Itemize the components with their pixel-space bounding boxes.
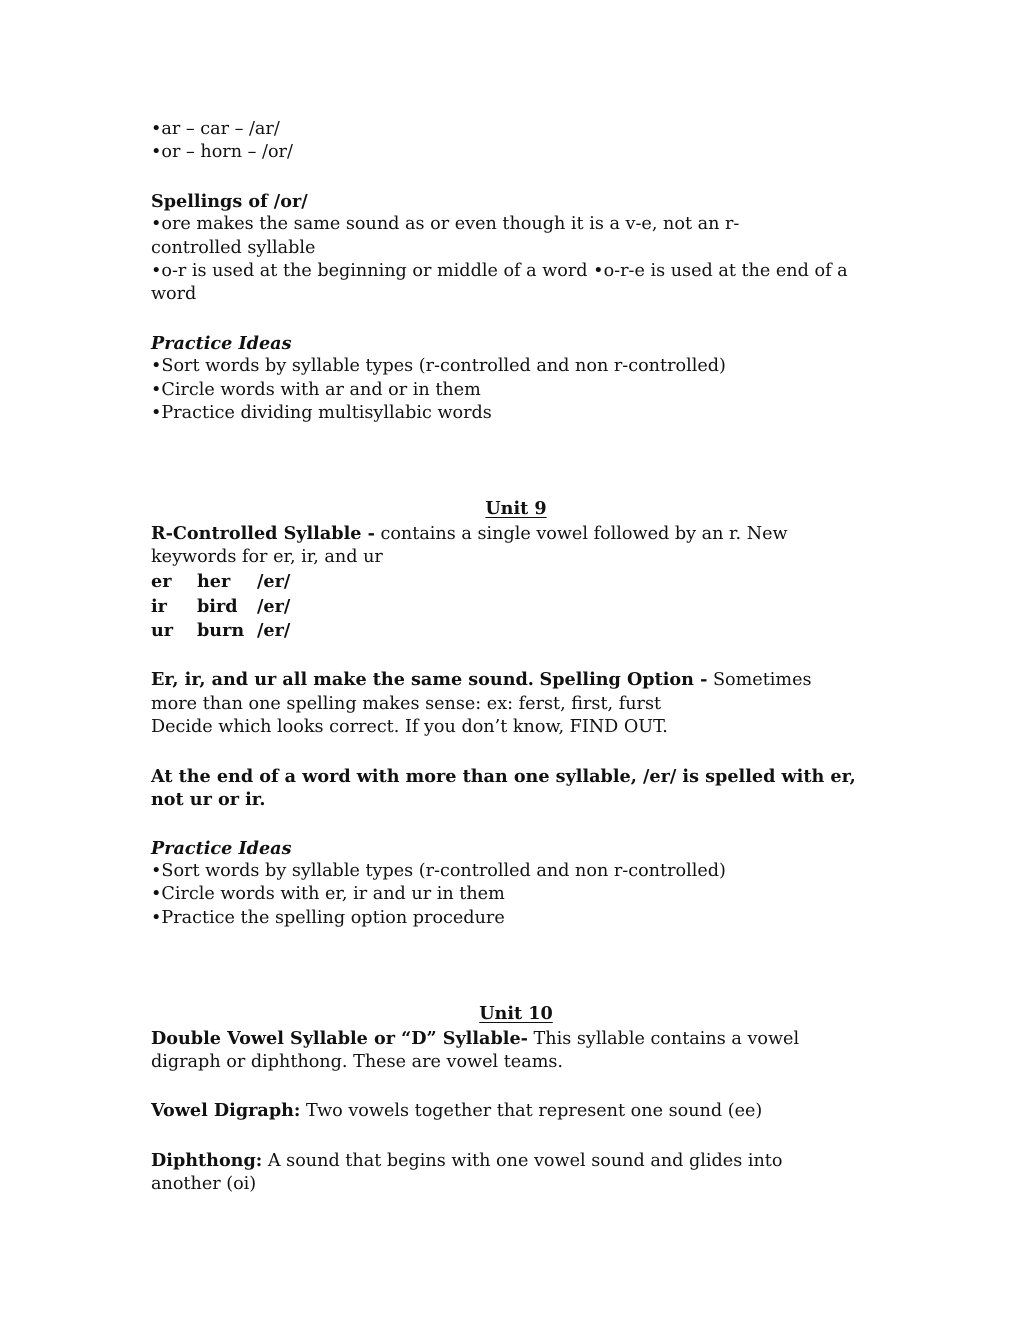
bullet-icon: • (151, 907, 162, 928)
vowel-digraph-paragraph: Vowel Digraph: Two vowels together that represent one sound (ee) (151, 1100, 763, 1122)
table-row: er her /er/ (151, 571, 291, 593)
decide-text: Decide which looks correct. If you don’t know, FIND OUT. (151, 717, 668, 738)
bullet-icon: • (151, 356, 162, 377)
definition-term: Double Vowel Syllable or “D” Syllable- (151, 1027, 528, 1049)
bullet-icon: • (151, 379, 162, 400)
spelling-option-paragraph: Er, ir, and ur all make the same sound. Spelling Option - Sometimes more than one spelling makes sense: ex: ferst, first, furst (151, 669, 812, 714)
spellings-section (151, 190, 881, 307)
list-item: •Sort words by syllable types (r-controlled and non r-controlled) (151, 356, 726, 377)
unit-heading: Unit 10 (479, 1003, 553, 1025)
list-item: •Practice dividing multisyllabic words (151, 403, 492, 424)
bullet-icon: • (151, 119, 162, 139)
definition-term: Vowel Digraph: (151, 1100, 301, 1122)
section-heading: Practice Ideas (151, 837, 292, 859)
definition-term: R-Controlled Syllable - (151, 522, 375, 544)
bullet-icon: • (151, 142, 162, 163)
table-row: ur burn /er/ (151, 620, 291, 642)
definition-term: Diphthong: (151, 1149, 263, 1171)
section-heading: Spellings of /or/ (151, 190, 308, 212)
keyword-table (151, 570, 290, 644)
list-item: •Sort words by syllable types (r-controlled and non r-controlled) (151, 860, 726, 881)
bullet-icon: • (151, 214, 162, 235)
bullet-icon: • (151, 860, 162, 881)
practice-ideas-section (151, 837, 881, 931)
spelling-rule: At the end of a word with more than one syllable, /er/ is spelled with er, not ur or ir. (151, 765, 856, 811)
list-item: •Circle words with ar and or in them (151, 379, 481, 400)
practice-ideas-section (151, 332, 881, 426)
definition-paragraph: Double Vowel Syllable or “D” Syllable- This syllable contains a vowel digraph or diphthong. These are vowel teams. (151, 1027, 800, 1072)
list-item: •ar – car – /ar/ (151, 119, 280, 139)
list-item: •or – horn – /or/ (151, 142, 293, 163)
unit-heading: Unit 9 (485, 498, 547, 520)
section-heading: Practice Ideas (151, 332, 292, 354)
table-row: ir bird /er/ (151, 595, 291, 617)
unit-9-section (151, 497, 881, 811)
definition-paragraph: R-Controlled Syllable - contains a single vowel followed by an r. New keywords for er, ir, and ur (151, 522, 788, 568)
document-page (151, 118, 881, 1197)
list-item: •o-r is used at the beginning or middle of a word •o-r-e is used at the end of a word (151, 261, 848, 305)
bullet-icon: • (593, 261, 604, 282)
ar-or-list (151, 118, 881, 165)
list-item: •Practice the spelling option procedure (151, 907, 505, 928)
list-item: •ore makes the same sound as or even though it is a v-e, not an r-controlled syllable (151, 214, 740, 258)
definition-term: Spelling Option - (539, 669, 708, 691)
bullet-icon: • (151, 261, 162, 282)
diphthong-paragraph: Diphthong: A sound that begins with one vowel sound and glides into another (oi) (151, 1149, 783, 1195)
unit-10-section (151, 1002, 881, 1196)
list-item: •Circle words with er, ir and ur in them (151, 884, 505, 905)
bullet-icon: • (151, 403, 162, 424)
bullet-icon: • (151, 884, 162, 905)
